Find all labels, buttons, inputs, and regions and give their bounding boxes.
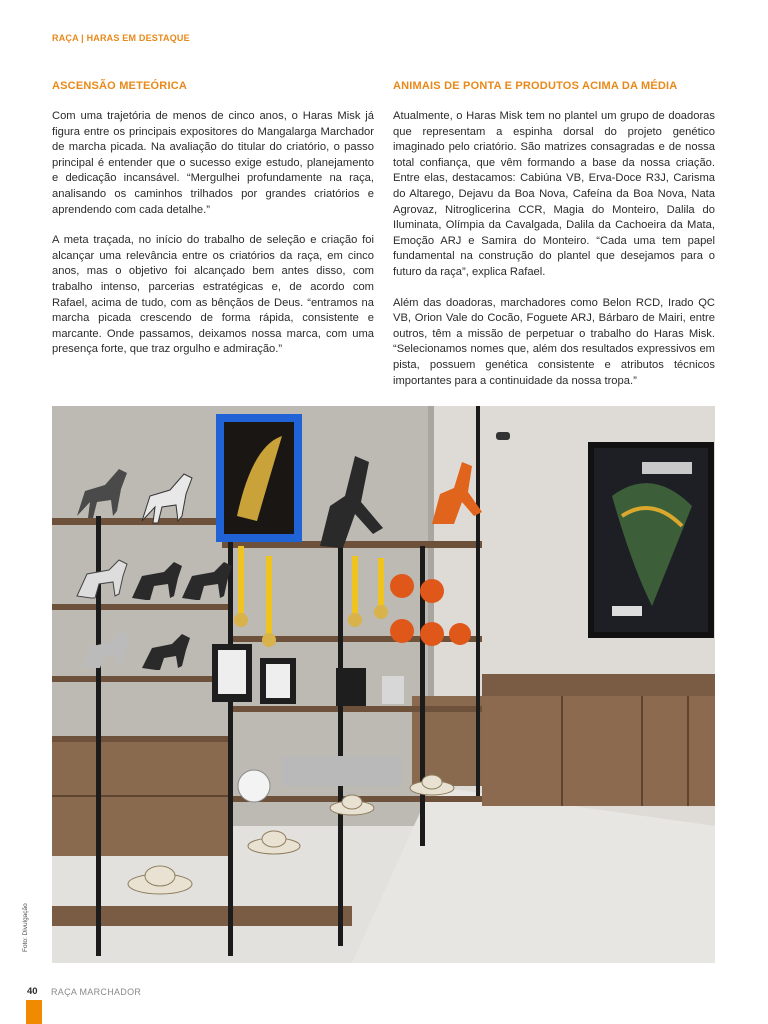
left-column: [52, 80, 374, 373]
right-paragraph-1: Atualmente, o Haras Misk tem no plantel um grupo de doadoras que representam a espinha dorsal do projeto genético imaginado pelo criatório. São matrizes consagradas e de nossa total confiança, que vêm formando a base da nossa criação. Entre elas, destacamos: Cabiúna VB, Erva-Doce R3J, Carisma do Altarego, Dejavu da Boa Nova, Cafeína da Boa Nova, Nata Agrovaz, Nitroglicerina CCR, Magia do Monteiro, Dalila do Iluminata, Olímpia da Cavalgada, Dalila da Cachoeira da Mata, Emoção ARJ e Samira do Monteiro. “Cada uma tem papel fundamental na construção do plantel que desejamos para o futuro da raça”, explica Rafael.: [393, 110, 715, 278]
section-kicker: RAÇA | HARAS EM DESTAQUE: [52, 33, 190, 43]
left-paragraph-2: A meta traçada, no início do trabalho de seleção e criação foi alcançar uma relevância entre os criatórios da raça, em cinco anos, mas o objetivo foi alcançado bem antes disso, com trabalho intenso, parcerias estratégicas e, de acordo com Rafael, acima de tudo, com as bênçãos de Deus. “entramos na marcha picada crescendo de forma rápida, consistente e marcante. Onde passamos, deixamos nossa marca, com uma presença forte, que traz orgulho e admiração.”: [52, 234, 374, 356]
photo-credit: Foto: Divulgação: [22, 903, 29, 952]
right-heading: ANIMAIS DE PONTA E PRODUTOS ACIMA DA MÉDIA: [393, 80, 678, 92]
left-heading: ASCENSÃO METEÓRICA: [52, 80, 187, 92]
page-number: 40: [27, 986, 38, 997]
right-column: [393, 80, 715, 404]
trophy-room-photo: [52, 406, 715, 963]
framed-artwork: [216, 414, 302, 542]
right-paragraph-2: Além das doadoras, marchadores como Belon RCD, Irado QC VB, Orion Vale do Cocão, Foguete ARJ, Bárbaro de Mairi, entre outros, têm a missão de perpetuar o trabalho do Haras Misk. “Selecionamos nomes que, além dos resultados expressivos em pista, possuem genética consistente e atributos técnicos importantes para a continuidade da nossa tropa.”: [393, 296, 715, 387]
magazine-name: RAÇA MARCHADOR: [51, 987, 142, 997]
poster: [588, 442, 714, 638]
trophy-room-illustration: [52, 406, 715, 963]
cabinets: [482, 674, 715, 806]
page-tab-marker: [26, 1000, 42, 1024]
left-paragraph-1: Com uma trajetória de menos de cinco anos, o Haras Misk já figura entre os principais expositores do Mangalarga Marchador de marcha picada. Na avaliação do titular do criatório, o passo principal é entender que o sucesso exige estudo, planejamento e dedicação incansável. “Mergulhei profundamente na raça, analisando os caminhos trilhados por grandes criatórios e aprendendo com cada detalhe.”: [52, 110, 374, 216]
